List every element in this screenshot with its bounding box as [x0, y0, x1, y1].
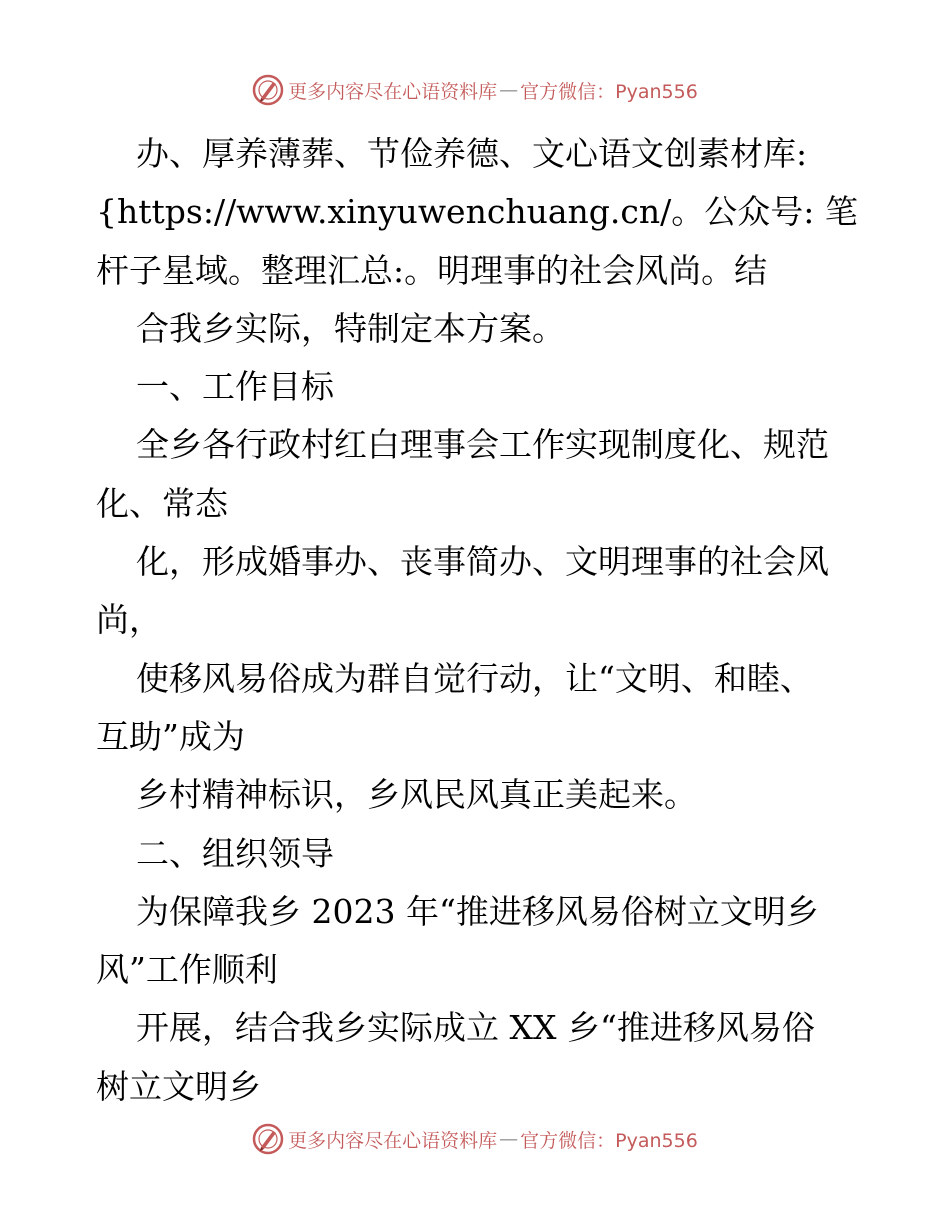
- body-line: 乡村精神标识，乡风民风真正美起来。: [136, 775, 697, 815]
- body-line: 化、常态: [96, 483, 228, 523]
- section-heading: 二、组织领导: [136, 833, 334, 873]
- section-heading: 一、工作目标: [136, 367, 334, 407]
- body-line: 杆子星域。整理汇总:。明理事的社会风尚。结: [96, 250, 768, 290]
- header-wechat-text: 官方微信：Pyan556: [520, 80, 698, 103]
- footer-site-text: 更多内容尽在心语资料库: [288, 1129, 498, 1152]
- header-banner: [0, 70, 950, 110]
- footer-wechat-text: 官方微信：Pyan556: [520, 1129, 698, 1152]
- body-line: 使移风易俗成为群自觉行动，让“文明、和睦、: [136, 658, 813, 698]
- body-line: 风”工作顺利: [96, 950, 278, 990]
- body-line: 为保障我乡 2023 年“推进移风易俗树立文明乡: [136, 891, 819, 931]
- body-line: 开展，结合我乡实际成立 XX 乡“推进移风易俗: [136, 1008, 815, 1048]
- body-line: 全乡各行政村红白理事会工作实现制度化、规范: [136, 425, 829, 465]
- body-line: 合我乡实际，特制定本方案。: [136, 308, 565, 348]
- footer-banner: [0, 1119, 950, 1159]
- body-line: 树立文明乡: [96, 1066, 261, 1106]
- document-body: [96, 125, 866, 1116]
- body-line: 办、厚养薄葬、节俭养德、文心语文创素材库:: [136, 134, 808, 173]
- pen-logo-icon: [252, 1123, 284, 1155]
- header-separator: —: [499, 79, 519, 101]
- body-line: 化，形成婚事办、丧事简办、文明理事的社会风: [136, 542, 829, 582]
- footer-separator: —: [499, 1128, 519, 1150]
- body-line: {https://www.xinyuwenchuang.cn/。公众号: 笔: [96, 192, 858, 232]
- header-site-text: 更多内容尽在心语资料库: [288, 80, 498, 103]
- body-line: 互助”成为: [96, 716, 245, 756]
- body-line: 尚，: [96, 600, 162, 640]
- pen-logo-icon: [252, 74, 284, 106]
